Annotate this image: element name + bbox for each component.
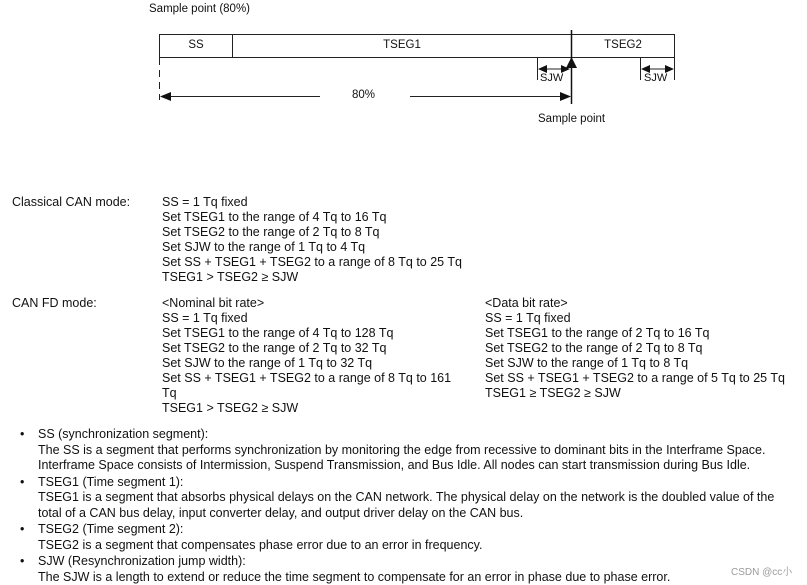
definition-text: Interframe Space consists of Intermission, Suspend Transmission, and Bus Idle. All nodes can start transmission during Bus Idle. (38, 458, 807, 474)
nominal-line: Set SS + TSEG1 + TSEG2 to a range of 8 Tq to 161 (162, 371, 451, 386)
definition-title: SS (synchronization segment): (38, 427, 807, 443)
data-line: Set SJW to the range of 1 Tq to 8 Tq (485, 356, 785, 371)
definition-title: TSEG2 (Time segment 2): (38, 522, 807, 538)
nominal-line: Set TSEG2 to the range of 2 Tq to 32 Tq (162, 341, 451, 356)
nominal-line: Set SJW to the range of 1 Tq to 32 Tq (162, 356, 451, 371)
definition-text: total of a CAN bus delay, input converter delay, and output driver delay on the CAN bus. (38, 506, 807, 522)
percent-label: 80% (352, 89, 375, 101)
nominal-line: TSEG1 > TSEG2 ≥ SJW (162, 401, 451, 416)
classical-line: Set TSEG2 to the range of 2 Tq to 8 Tq (162, 225, 462, 240)
bit-timing-diagram (0, 0, 807, 140)
canfd-data-settings (485, 296, 785, 401)
classical-line: Set SS + TSEG1 + TSEG2 to a range of 8 Tq to 25 Tq (162, 255, 462, 270)
watermark: CSDN @cc小 (731, 563, 792, 578)
bullet-marker: • (20, 475, 24, 490)
percent-arrow-right-head (560, 92, 571, 101)
sample-point-arrowhead (566, 57, 577, 68)
sample-point-label: Sample point (538, 113, 605, 125)
definition-title: SJW (Resynchronization jump width): (38, 554, 807, 570)
data-line: TSEG1 ≥ TSEG2 ≥ SJW (485, 386, 785, 401)
classical-mode-label: Classical CAN mode: (12, 195, 130, 210)
bullet-marker: • (20, 522, 24, 537)
data-line: Set TSEG1 to the range of 2 Tq to 16 Tq (485, 326, 785, 341)
definition-ss (20, 427, 807, 474)
sjw-label-left: SJW (540, 72, 563, 84)
segment-ss-label: SS (159, 39, 233, 51)
definition-tseg2 (20, 522, 807, 553)
nominal-line: <Nominal bit rate> (162, 296, 451, 311)
nominal-line: Set TSEG1 to the range of 4 Tq to 128 Tq (162, 326, 451, 341)
sjw-label-right: SJW (644, 72, 667, 84)
definition-text: TSEG2 is a segment that compensates phase error due to an error in frequency. (38, 538, 807, 554)
definition-tseg1 (20, 475, 807, 522)
data-line: <Data bit rate> (485, 296, 785, 311)
segment-tseg1-label: TSEG1 (232, 39, 572, 51)
data-line: Set TSEG2 to the range of 2 Tq to 8 Tq (485, 341, 785, 356)
classical-line: SS = 1 Tq fixed (162, 195, 462, 210)
definition-text: The SJW is a length to extend or reduce the time segment to compensate for an error in phase due to phase error. (38, 570, 807, 585)
percent-arrow-left-head (160, 92, 171, 101)
definition-title: TSEG1 (Time segment 1): (38, 475, 807, 491)
data-line: SS = 1 Tq fixed (485, 311, 785, 326)
classical-line: TSEG1 > TSEG2 ≥ SJW (162, 270, 462, 285)
classical-mode-settings (162, 195, 462, 285)
nominal-line: Tq (162, 386, 451, 401)
segment-tseg2-label: TSEG2 (571, 39, 675, 51)
classical-line: Set TSEG1 to the range of 4 Tq to 16 Tq (162, 210, 462, 225)
definition-text: TSEG1 is a segment that absorbs physical delays on the CAN network. The physical delay on the network is the doubled value of the (38, 490, 807, 506)
classical-line: Set SJW to the range of 1 Tq to 4 Tq (162, 240, 462, 255)
definitions-list (20, 427, 807, 585)
data-line: Set SS + TSEG1 + TSEG2 to a range of 5 Tq to 25 Tq (485, 371, 785, 386)
bullet-marker: • (20, 554, 24, 569)
canfd-nominal-settings (162, 296, 451, 416)
bullet-marker: • (20, 427, 24, 442)
definition-sjw (20, 554, 807, 585)
nominal-line: SS = 1 Tq fixed (162, 311, 451, 326)
diagram-title: Sample point (80%) (149, 3, 250, 15)
definition-text: The SS is a segment that performs synchronization by monitoring the edge from recessive to dominant bits in the Interframe Space. (38, 443, 807, 459)
canfd-mode-label: CAN FD mode: (12, 296, 97, 311)
